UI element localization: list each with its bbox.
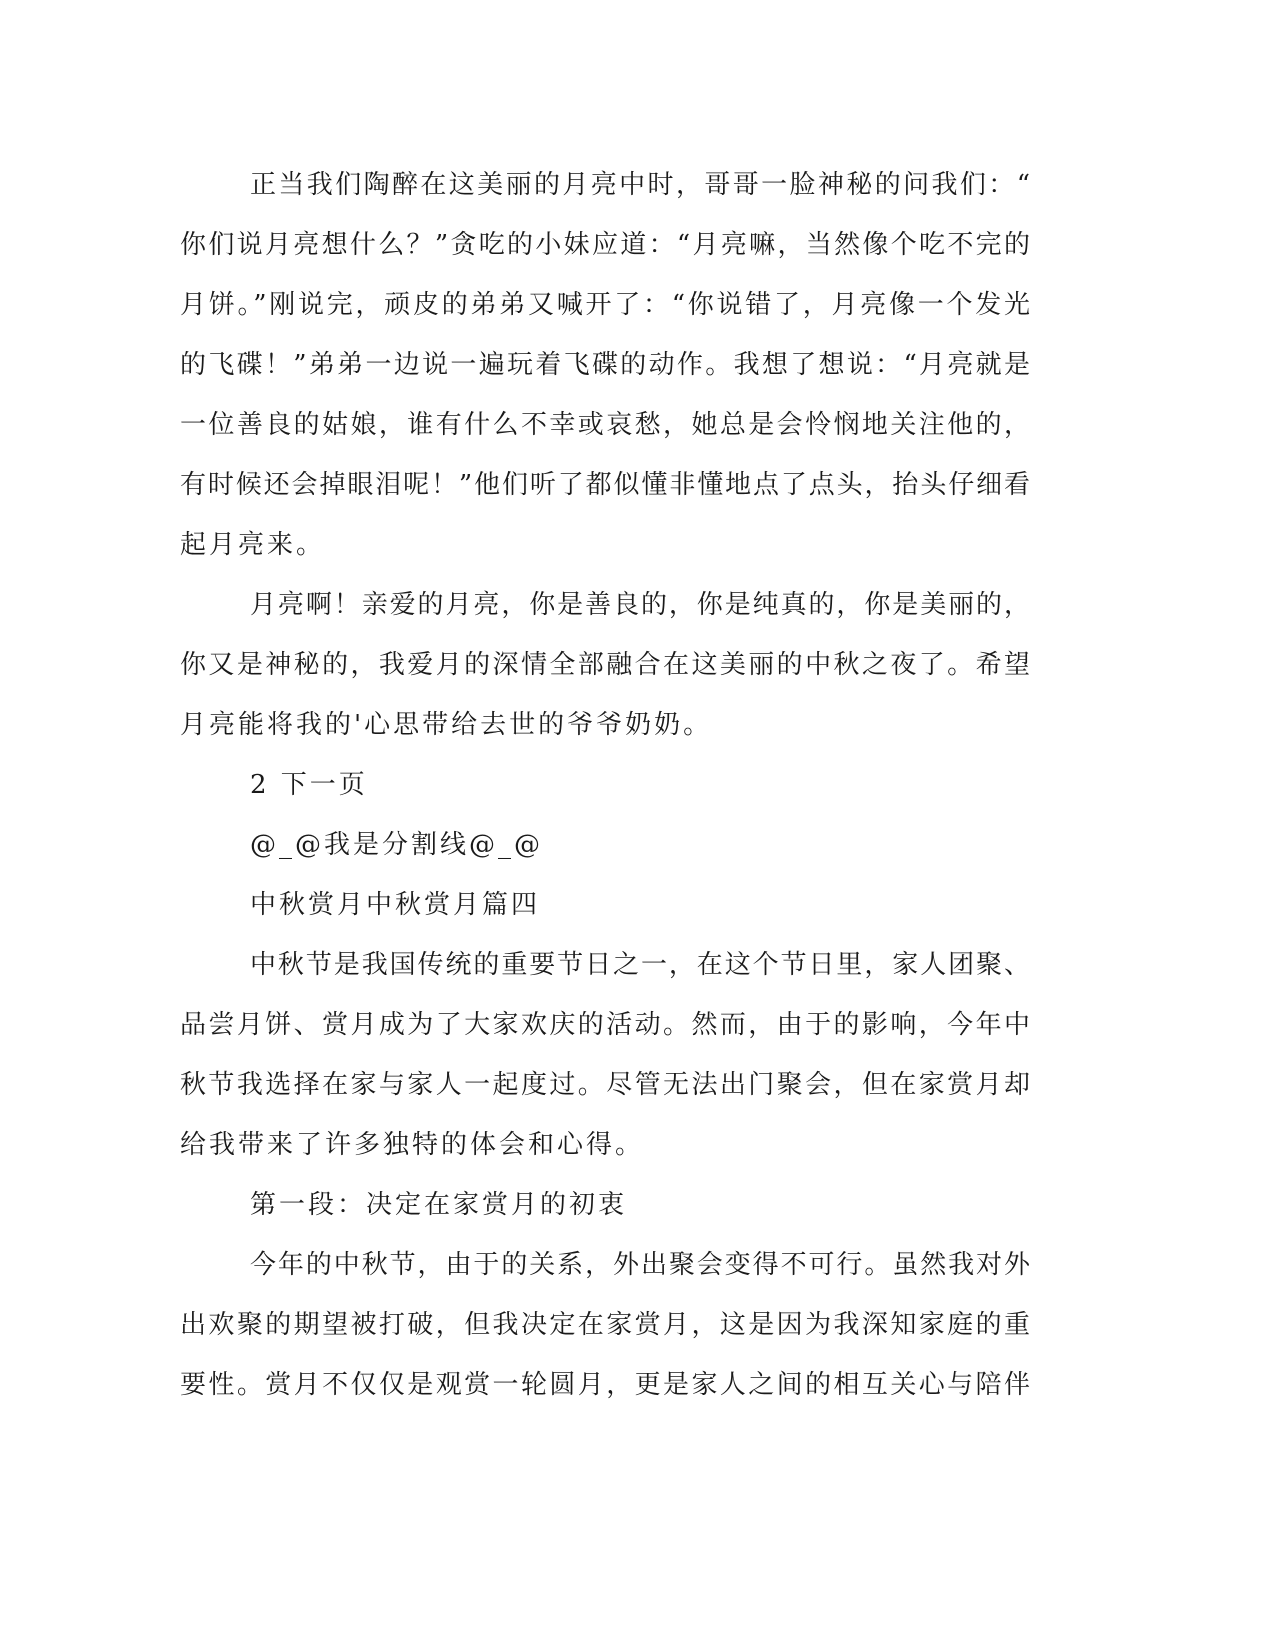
text-line: 月亮能将我的'心思带给去世的爷爷奶奶。	[180, 710, 713, 740]
text-line: 中秋节是我国传统的重要节日之一，在这个节日里，家人团聚、	[250, 950, 1030, 980]
section-heading: 第一段：决定在家赏月的初衷	[250, 1190, 628, 1220]
paragraph	[180, 1235, 1030, 1415]
text-line: 要性。赏月不仅仅是观赏一轮圆月，更是家人之间的相互关心与陪伴	[180, 1370, 1030, 1400]
paragraph	[180, 815, 1030, 875]
text-line: 月亮啊！亲爱的月亮，你是善良的，你是纯真的，你是美丽的，	[250, 590, 1030, 620]
paragraph	[180, 575, 1030, 755]
text-line: 给我带来了许多独特的体会和心得。	[180, 1130, 645, 1160]
section-title: 中秋赏月中秋赏月篇四	[250, 890, 541, 920]
document-body	[180, 155, 1030, 1415]
text-line: 秋节我选择在家与家人一起度过。尽管无法出门聚会，但在家赏月却	[180, 1070, 1030, 1100]
text-line: 起月亮来。	[180, 530, 326, 560]
paragraph	[180, 155, 1030, 575]
text-line: 的飞碟！”弟弟一边说一遍玩着飞碟的动作。我想了想说：“月亮就是	[180, 350, 1030, 380]
text-line: 一位善良的姑娘，谁有什么不幸或哀愁，她总是会怜悯地关注他的，	[180, 410, 1030, 440]
paragraph	[180, 935, 1030, 1175]
text-line: 月饼。”刚说完，顽皮的弟弟又喊开了：“你说错了，月亮像一个发光	[180, 290, 1030, 320]
text-line: 有时候还会掉眼泪呢！”他们听了都似懂非懂地点了点头，抬头仔细看	[180, 470, 1030, 500]
page-indicator: 2 下一页	[250, 770, 368, 800]
text-line: 品尝月饼、赏月成为了大家欢庆的活动。然而，由于的影响，今年中	[180, 1010, 1030, 1040]
text-line: 你们说月亮想什么？”贪吃的小妹应道：“月亮嘛，当然像个吃不完的	[180, 230, 1030, 260]
divider-text: @_@我是分割线@_@	[250, 830, 544, 860]
paragraph	[180, 1175, 1030, 1235]
paragraph	[180, 875, 1030, 935]
text-line: 你又是神秘的，我爱月的深情全部融合在这美丽的中秋之夜了。希望	[180, 650, 1030, 680]
text-line: 出欢聚的期望被打破，但我决定在家赏月，这是因为我深知家庭的重	[180, 1310, 1030, 1340]
paragraph	[180, 755, 1030, 815]
text-line: 今年的中秋节，由于的关系，外出聚会变得不可行。虽然我对外	[250, 1250, 1030, 1280]
text-line: 正当我们陶醉在这美丽的月亮中时，哥哥一脸神秘的问我们：“	[250, 170, 1030, 200]
